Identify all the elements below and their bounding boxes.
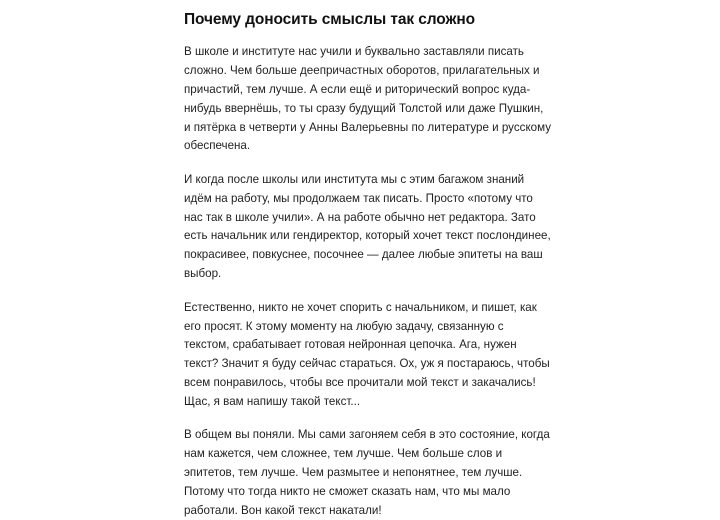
paragraph: В общем вы поняли. Мы сами загоняем себя в это состояние, когда нам кажется, чем сложнее, тем лучше. Чем больше слов и эпитетов, тем лучше. Чем размытее и непонятнее, тем лучше. Потому что тогда никто не сможет сказать нам, что мы мало работали. Вон какой текст накатали! [184,428,550,517]
paragraph: В школе и институте нас учили и буквально заставляли писать сложно. Чем больше деепричастных оборотов, прилагательных и причастий, тем лучше. А если ещё и риторический вопрос куда-нибудь ввернёшь, то ты сразу будущий Толстой или даже Пушкин, и пятёрка в четверти у Анны Валерьевны по литературе и русскому обеспечена. [184,45,551,153]
paragraph: Естественно, никто не хочет спорить с начальником, и пишет, как его просят. К этому моменту на любую задачу, связанную с текстом, срабатывает готовая нейронная цепочка. Ага, нужен текст? Значит я буду сейчас стараться. Ох, уж я постараюсь, чтобы всем понравилось, чтобы все прочитали мой текст и закачались! Щас, я вам напишу такой текст... [184,300,550,408]
paragraph: И когда после школы или института мы с этим багажом знаний идём на работу, мы продолжаем так писать. Просто «потому что нас так в школе учили». А на работе обычно нет редактора. Зато есть начальник или гендиректор, который хочет текст послондинее, покрасивее, повкуснее, посочнее — далее любые эпитеты на ваш выбор. [184,173,551,280]
article-body [184,10,552,520]
page-title: Почему доносить смыслы так сложно [184,11,475,28]
